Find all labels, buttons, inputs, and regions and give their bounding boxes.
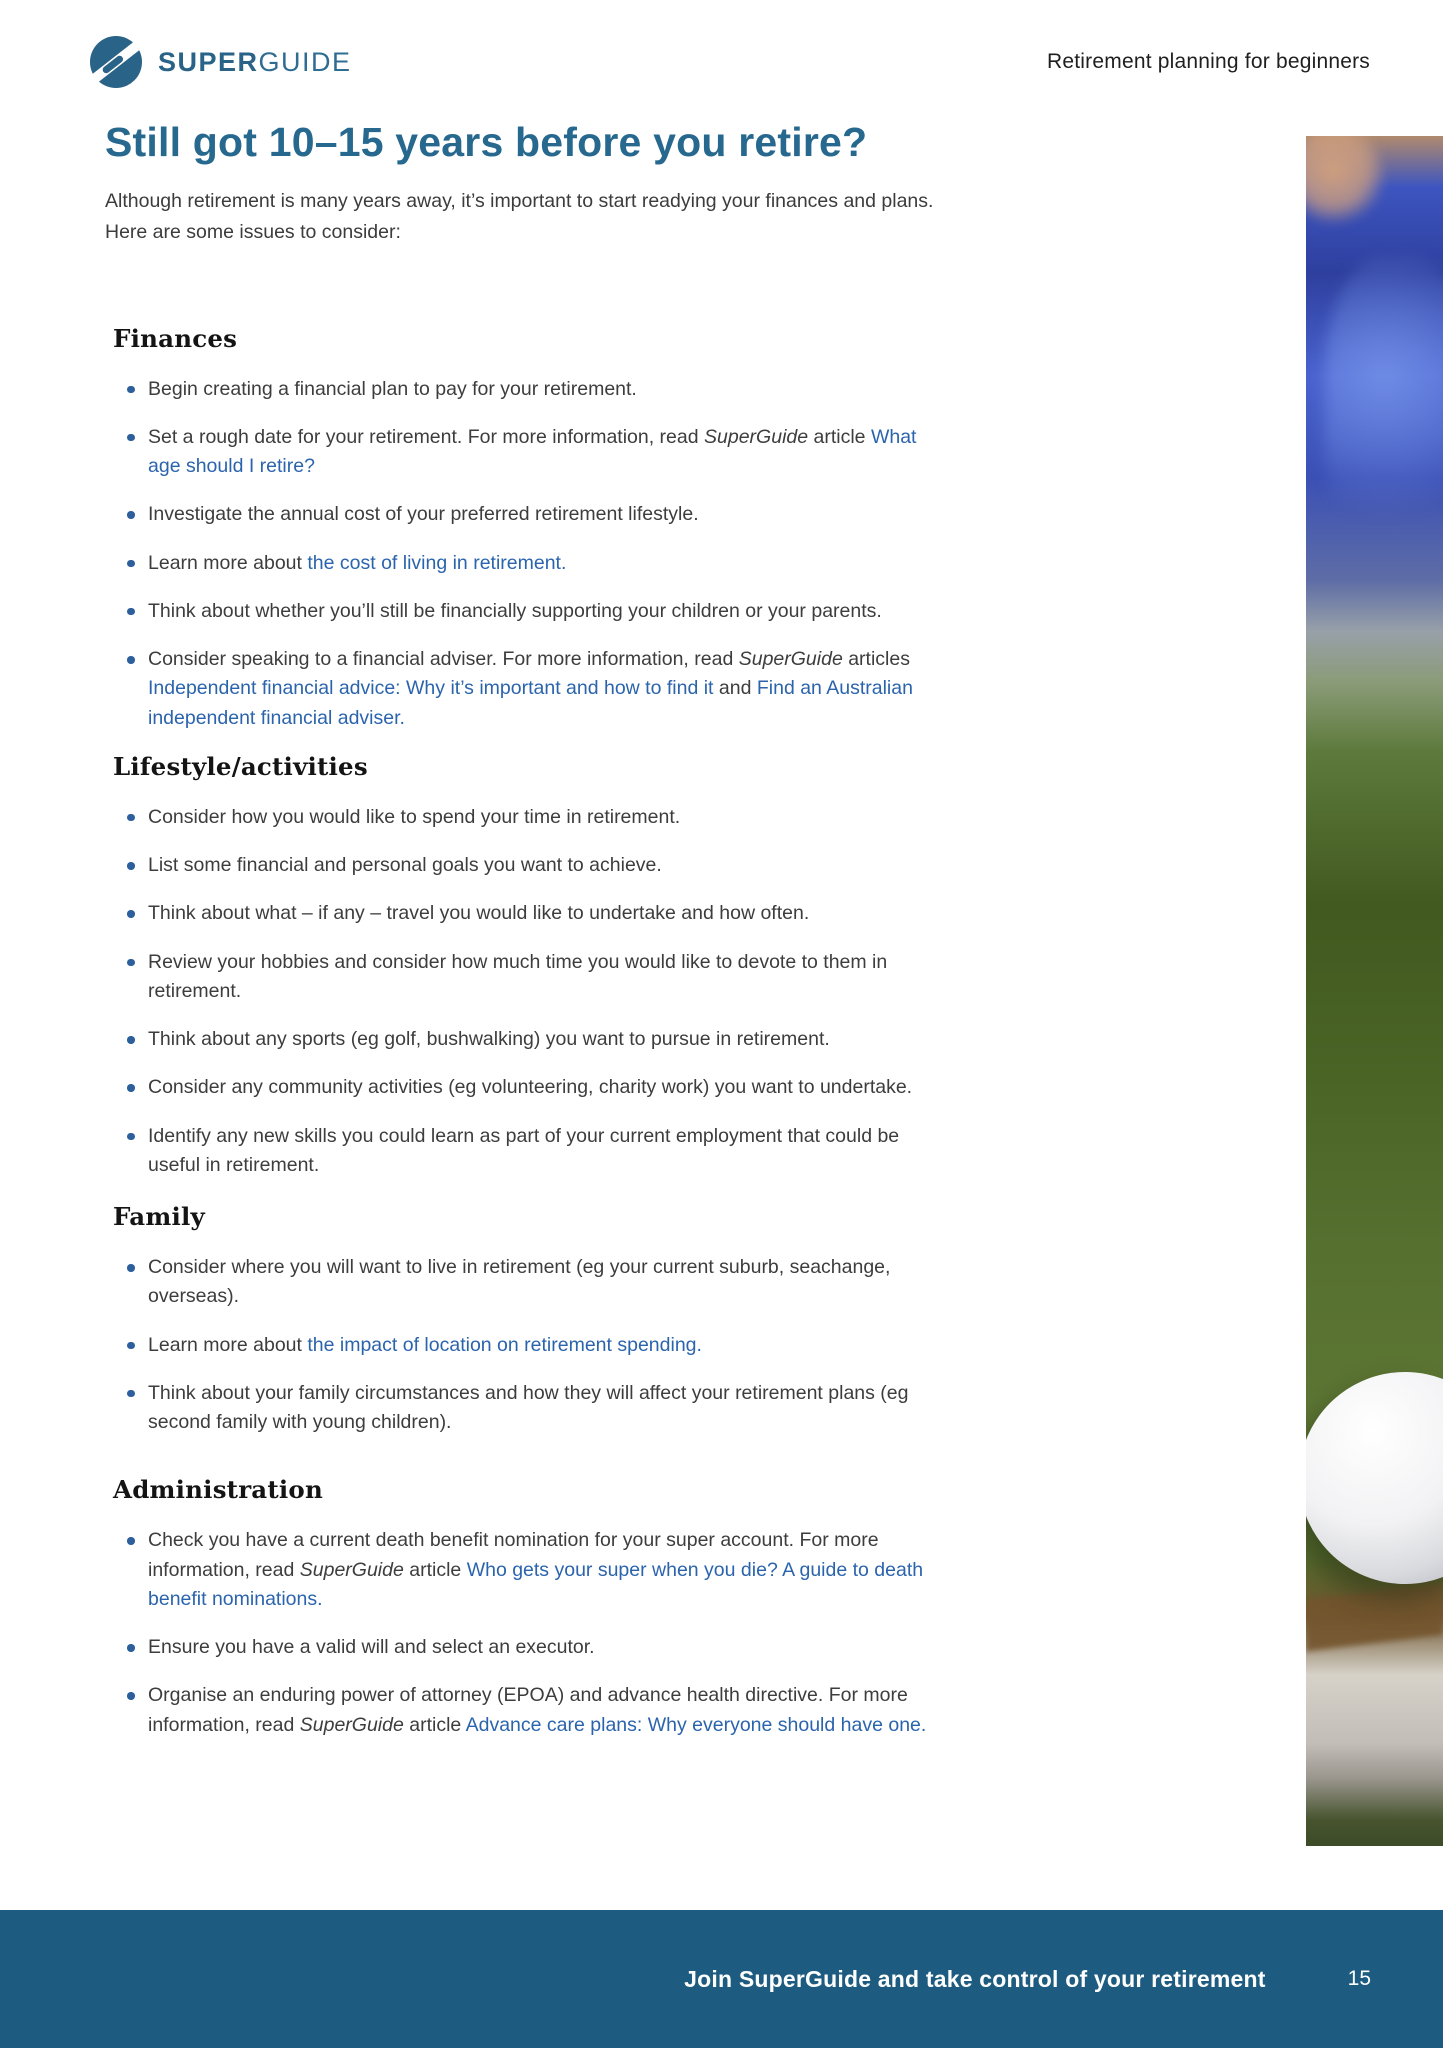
list-item: [148, 1681, 948, 1740]
superguide-logo-icon: [88, 34, 144, 90]
golfer-face-blur: [1306, 136, 1384, 228]
text-segment: Think about what – if any – travel you would like to undertake and how often.: [148, 902, 810, 925]
section-administration: [113, 1475, 957, 1740]
golf-ball: [1306, 1372, 1443, 1584]
section-lifestyle-activities: [113, 752, 957, 1180]
text-segment: Check you have a current death benefit nomination for your super account. For more information, read: [148, 1529, 879, 1581]
article-link[interactable]: the impact of location on retirement spending.: [307, 1333, 702, 1356]
brand-name-italic: SuperGuide: [299, 1558, 404, 1581]
list-item: [148, 500, 948, 529]
text-segment: Consider any community activities (eg volunteering, charity work) you want to undertake.: [148, 1076, 913, 1099]
list-item: [148, 851, 948, 880]
page-title: Still got 10–15 years before you retire?: [105, 119, 868, 165]
list-item: [148, 899, 948, 928]
section-heading: Family: [113, 1202, 205, 1231]
article-link[interactable]: Independent financial advice: Why it’s important and how to find it: [148, 677, 714, 700]
list-item: [148, 948, 948, 1007]
list-item: [148, 1633, 948, 1662]
page-header: [0, 0, 1443, 90]
golfer-jacket-highlight: [1324, 256, 1443, 556]
text-segment: Organise an enduring power of attorney (EPOA) and advance health directive. For more information, read: [148, 1684, 908, 1736]
text-segment: Think about any sports (eg golf, bushwalking) you want to pursue in retirement.: [148, 1028, 830, 1050]
text-segment: Learn more about: [148, 1333, 308, 1356]
list-item: [148, 803, 948, 832]
bullet-list: [113, 375, 948, 733]
superguide-logo: [88, 34, 352, 90]
page-footer: [0, 1910, 1443, 2048]
bullet-list: [113, 1526, 948, 1740]
article-link[interactable]: Advance care plans: Why everyone should have one.: [465, 1713, 927, 1736]
list-item: [148, 645, 948, 733]
text-segment: Consider how you would like to spend your time in retirement.: [148, 805, 681, 828]
list-item: [148, 1526, 948, 1614]
article-link[interactable]: the cost of living in retirement.: [307, 551, 567, 574]
text-segment: Ensure you have a valid will and select an executor.: [148, 1636, 595, 1658]
brand-name-italic: SuperGuide: [704, 425, 809, 448]
text-segment: and: [713, 677, 757, 700]
text-segment: Review your hobbies and consider how much time you would like to devote to them in retirement.: [148, 950, 888, 1002]
logo-text-super: SUPER: [158, 46, 259, 77]
text-segment: Investigate the annual cost of your preferred retirement lifestyle.: [148, 503, 699, 526]
list-item: [148, 1331, 948, 1360]
text-segment: Consider speaking to a financial adviser. For more information, read: [148, 648, 739, 670]
intro-paragraph: Although retirement is many years away, it’s important to start readying your finances and plans. Here are some issues to consider:: [105, 189, 934, 243]
golf-photo: [1306, 136, 1443, 1846]
page-number: 15: [1347, 1967, 1371, 1990]
list-item: [148, 1025, 948, 1054]
section-heading: Finances: [113, 323, 238, 353]
article-link[interactable]: Who gets your super when you die? A guide to death benefit nominations.: [148, 1558, 924, 1610]
text-segment: Think about your family circumstances and how they will affect your retirement plans (eg second family with young children).: [148, 1381, 909, 1433]
section-heading: Administration: [113, 1475, 323, 1505]
text-segment: List some financial and personal goals you want to achieve.: [148, 854, 662, 876]
brand-name-italic: SuperGuide: [738, 648, 843, 670]
sections-container: [105, 324, 957, 1740]
section-finances: [113, 324, 957, 733]
list-item: [148, 549, 948, 578]
text-segment: Consider where you will want to live in retirement (eg your current suburb, seachange, overseas).: [148, 1256, 891, 1308]
text-segment: article: [403, 1558, 467, 1581]
list-item: [148, 1122, 948, 1181]
text-segment: Identify any new skills you could learn as part of your current employment that could be useful in retirement.: [148, 1124, 900, 1176]
main-content: [105, 120, 957, 1740]
text-segment: Begin creating a financial plan to pay for your retirement.: [148, 377, 637, 400]
list-item: [148, 1073, 948, 1102]
section-heading: Lifestyle/activities: [113, 751, 368, 781]
list-item: [148, 1253, 948, 1312]
text-segment: Learn more about: [148, 551, 308, 574]
bunker-edge: [1306, 1583, 1443, 1652]
text-segment: articles: [842, 648, 910, 670]
text-segment: article: [403, 1713, 466, 1736]
brand-name-italic: SuperGuide: [299, 1713, 404, 1736]
document-title: Retirement planning for beginners: [1047, 50, 1370, 73]
list-item: [148, 1379, 948, 1438]
footer-tagline: Join SuperGuide and take control of your retirement: [684, 1965, 1266, 1992]
superguide-logo-text: [158, 47, 352, 78]
article-link[interactable]: Find an Australian independent financial adviser.: [148, 677, 913, 729]
bullet-list: [113, 803, 948, 1180]
list-item: [148, 597, 948, 626]
section-family: [113, 1202, 957, 1437]
list-item: [148, 375, 948, 404]
logo-text-guide: GUIDE: [258, 46, 352, 77]
bullet-list: [113, 1253, 948, 1437]
text-segment: Set a rough date for your retirement. For more information, read: [148, 425, 705, 448]
text-segment: article: [808, 425, 871, 448]
article-link[interactable]: What age should I retire?: [148, 425, 917, 477]
text-segment: Think about whether you’ll still be financially supporting your children or your parents.: [148, 599, 882, 622]
list-item: [148, 423, 948, 482]
